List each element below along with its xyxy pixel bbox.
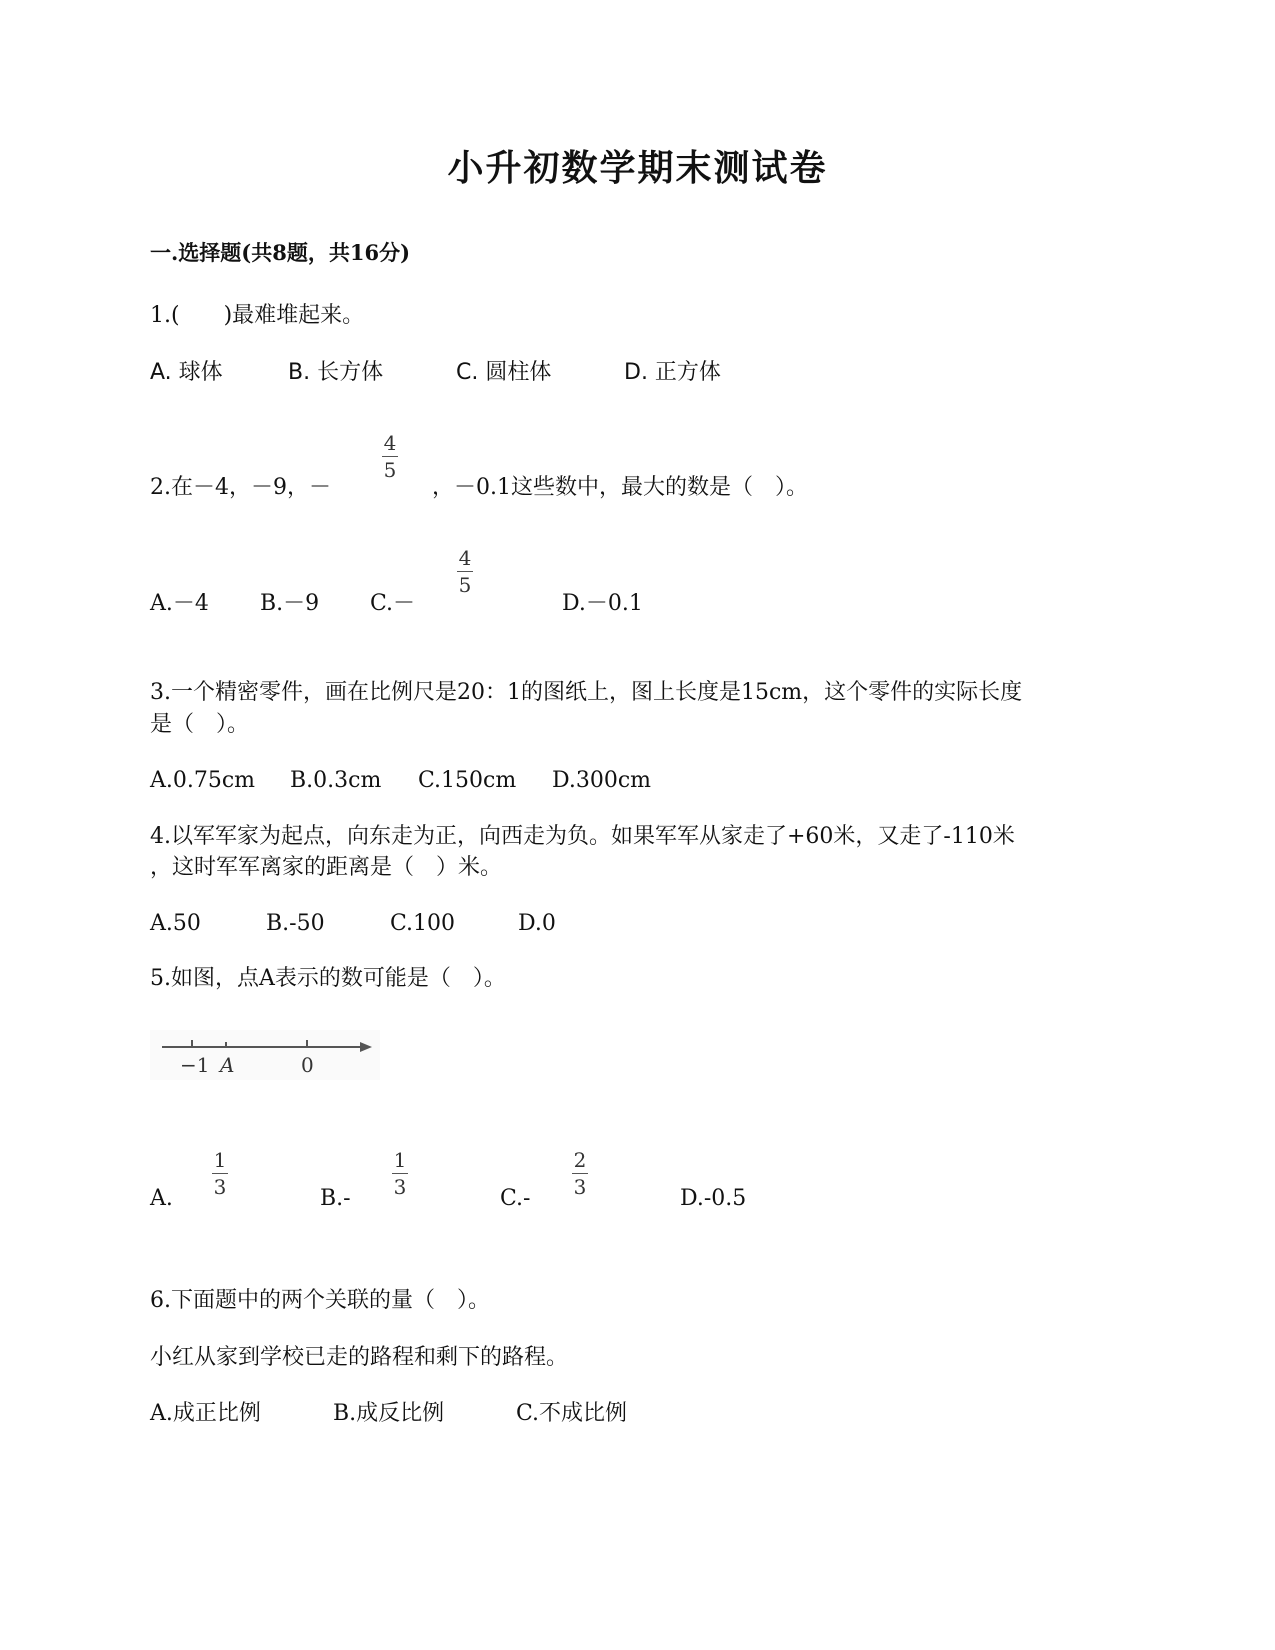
question-3-stem-line1: 3.一个精密零件，画在比例尺是20：1的图纸上，图上长度是15cm，这个零件的实际长度 [150,680,1023,705]
question-3-stem-line2: 是（ ）。 [150,712,250,737]
fraction-denominator: 3 [213,1175,227,1199]
question-5-stem: 5.如图，点A表示的数可能是（ ）。 [150,966,506,991]
question-2-option-b: B.－9 [260,591,320,616]
fraction-denominator: 5 [458,573,472,597]
fraction-bar [382,456,398,457]
section-heading: 一.选择题(共8题，共16分) [150,240,411,265]
question-3-option-c: C.150cm [418,768,517,793]
question-1-option-d: D. 正方体 [624,360,721,385]
question-6-option-a: A.成正比例 [150,1401,261,1426]
question-2-stem-end: ，－0.1这些数中，最大的数是（ ）。 [432,475,808,500]
page-title: 小升初数学期末测试卷 [447,147,828,189]
question-5-option-a: A. [150,1186,173,1211]
question-5-option-a-fraction [212,1150,228,1197]
question-5-option-b: B.- [320,1186,351,1211]
question-2-fraction [382,433,398,480]
question-4-option-d: D.0 [518,911,556,936]
question-4-stem-line1: 4.以军军家为起点，向东走为正，向西走为负。如果军军从家走了+60米，又走了-110米 [150,824,1015,849]
question-2-option-a: A.－4 [150,591,209,616]
question-3-option-b: B.0.3cm [290,768,382,793]
question-5-option-b-fraction [392,1150,408,1197]
question-6-option-b: B.成反比例 [333,1401,445,1426]
fraction-denominator: 5 [383,458,397,482]
fraction-denominator: 3 [573,1175,587,1199]
question-1-option-a: A. 球体 [150,360,223,385]
label-0: 0 [301,1053,314,1077]
fraction-bar [457,571,473,572]
label-a: A [220,1053,235,1077]
number-line-figure [150,1030,380,1080]
fraction-bar [212,1173,228,1174]
question-6-stem: 6.下面题中的两个关联的量（ ）。 [150,1288,490,1313]
fraction-numerator: 1 [393,1148,407,1172]
question-4-option-a: A.50 [150,911,201,936]
question-2-option-c-fraction [457,548,473,595]
question-5-option-c-fraction [572,1150,588,1197]
fraction-denominator: 3 [393,1175,407,1199]
question-1-option-b: B. 长方体 [288,360,384,385]
question-1-stem: 1.( )最难堆起来。 [150,303,365,328]
question-1-option-c: C. 圆柱体 [456,360,552,385]
question-2-option-d: D.－0.1 [562,591,643,616]
fraction-numerator: 4 [383,431,397,455]
label-neg1: −1 [180,1053,210,1077]
question-3-option-a: A.0.75cm [150,768,256,793]
question-6-option-c: C.不成比例 [516,1401,628,1426]
fraction-numerator: 4 [458,546,472,570]
question-5-option-d: D.-0.5 [680,1186,747,1211]
fraction-numerator: 1 [213,1148,227,1172]
question-2-option-c: C.－ [370,591,416,616]
question-4-stem-line2: ，这时军军离家的距离是（ ）米。 [150,855,503,880]
fraction-numerator: 2 [573,1148,587,1172]
fraction-bar [392,1173,408,1174]
question-2-stem-start: 2.在－4，－9，－ [150,475,331,500]
fraction-bar [572,1173,588,1174]
question-5-option-c: C.- [500,1186,531,1211]
question-3-option-d: D.300cm [552,768,652,793]
question-4-option-c: C.100 [390,911,456,936]
question-4-option-b: B.-50 [266,911,325,936]
question-6-scenario: 小红从家到学校已走的路程和剩下的路程。 [150,1345,569,1370]
